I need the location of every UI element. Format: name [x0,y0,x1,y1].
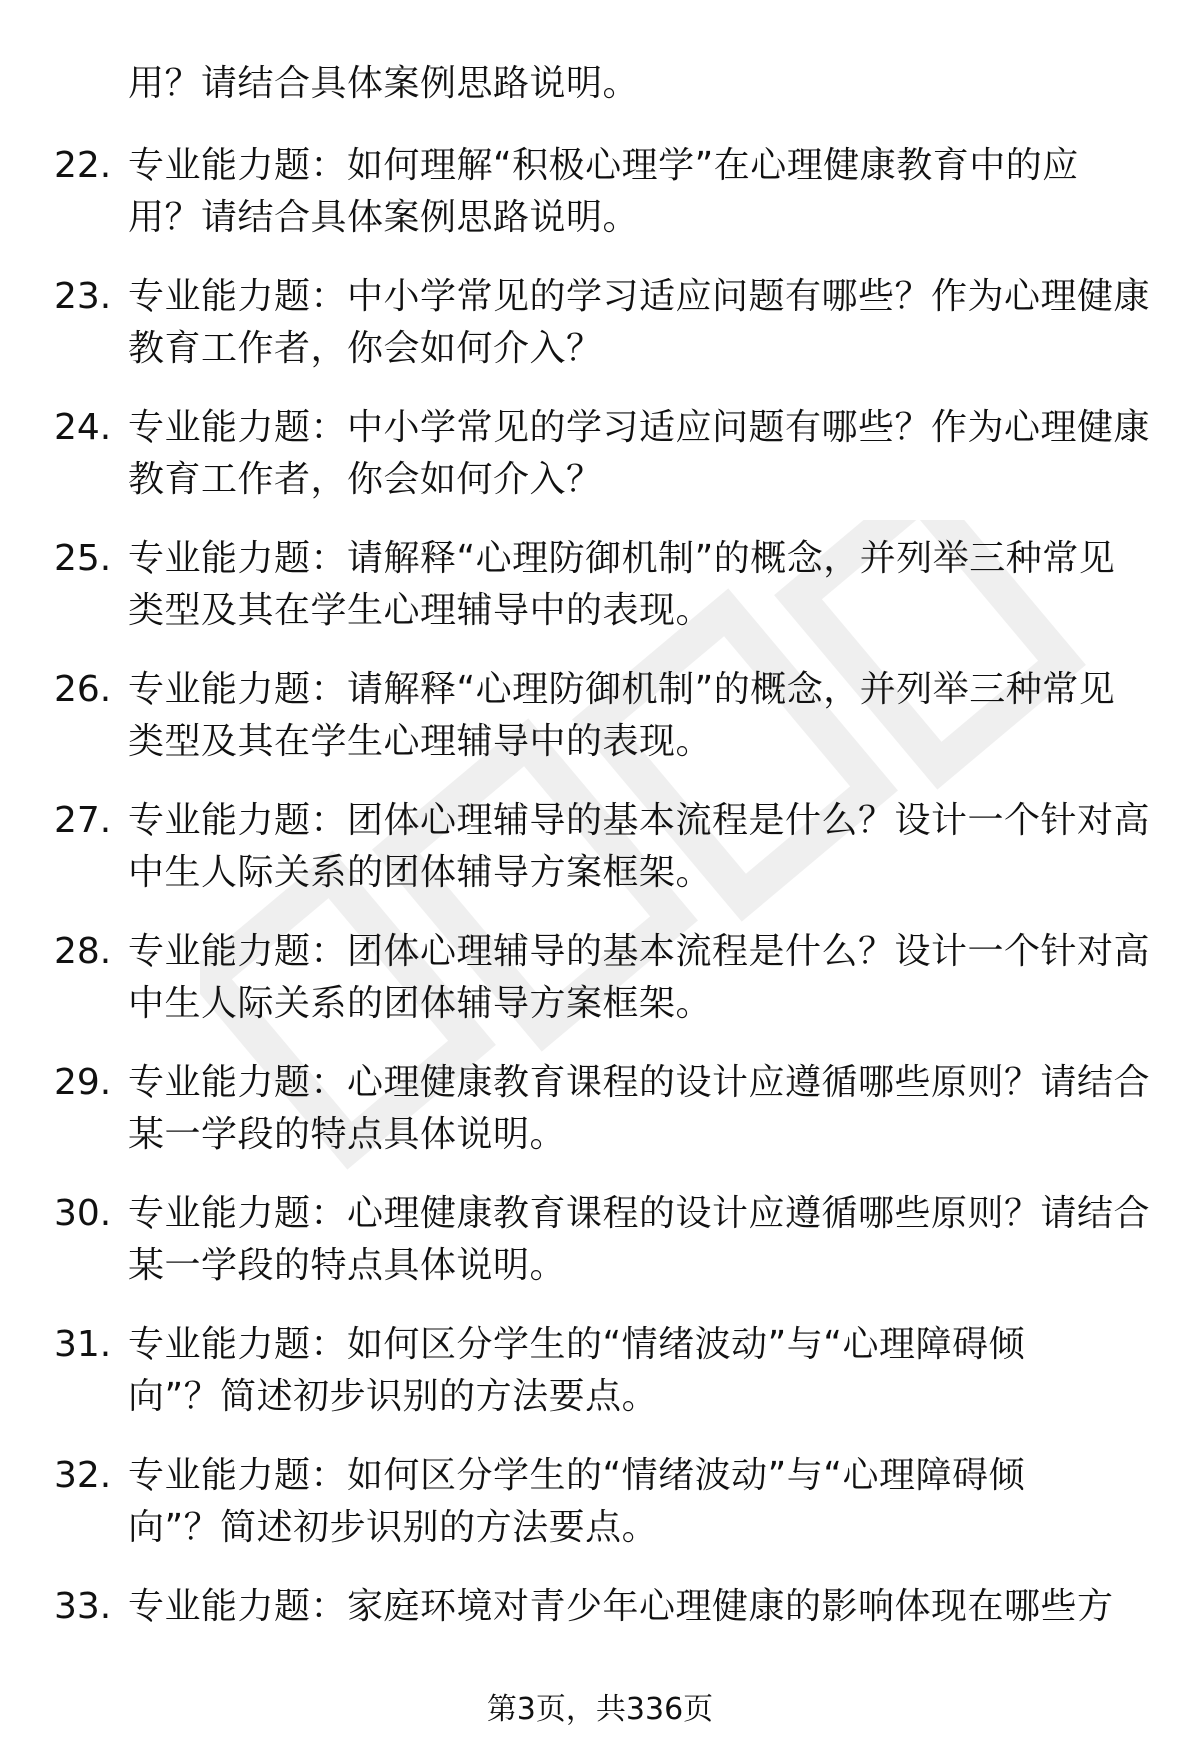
question-text-line: 某一学段的特点具体说明。 [128,1114,567,1155]
question-text-line: 专业能力题：心理健康教育课程的设计应遵循哪些原则？请结合 [128,1062,1151,1103]
question-text [128,1188,1151,1292]
question-text-line: 专业能力题：请解释“心理防御机制”的概念，并列举三种常见 [128,669,1116,710]
question-text-line: 某一学段的特点具体说明。 [128,1245,567,1286]
question-text [128,795,1151,899]
question-text [128,140,1148,244]
question-item [0,795,1200,926]
question-item [0,271,1200,402]
question-text-line: 用？请结合具体案例思路说明。 [128,197,640,238]
question-item [0,926,1200,1057]
question-text [128,402,1151,506]
question-text-line: 专业能力题：如何区分学生的“情绪波动”与“心理障碍倾 [128,1455,1025,1496]
question-text-line: 教育工作者，你会如何介入？ [128,328,603,369]
question-item [0,1188,1200,1319]
question-text-line: 类型及其在学生心理辅导中的表现。 [128,721,713,762]
question-item [0,140,1200,271]
page-footer: 第3页，共336页 [486,1692,714,1727]
question-item [0,1057,1200,1188]
question-text-line: 专业能力题：团体心理辅导的基本流程是什么？设计一个针对高 [128,800,1151,841]
question-number: 23. [54,276,112,317]
question-number: 22. [54,145,112,186]
question-text-line: 专业能力题：如何区分学生的“情绪波动”与“心理障碍倾 [128,1324,1025,1365]
question-list [0,140,1200,1712]
question-item [0,664,1200,795]
question-number: 33. [54,1586,112,1627]
question-number: 28. [54,931,112,972]
question-text [128,533,1148,637]
question-text [128,271,1151,375]
question-item [0,533,1200,664]
question-text-line: 中生人际关系的团体辅导方案框架。 [128,852,713,893]
question-number: 24. [54,407,112,448]
question-item [0,1450,1200,1581]
question-text-line: 专业能力题：如何理解“积极心理学”在心理健康教育中的应 [128,145,1079,186]
question-text-line: 专业能力题：中小学常见的学习适应问题有哪些？作为心理健康 [128,276,1151,317]
question-text-line: 向”？简述初步识别的方法要点。 [128,1376,659,1417]
question-number: 31. [54,1324,112,1365]
question-text-line: 教育工作者，你会如何介入？ [128,459,603,500]
question-text-line: 类型及其在学生心理辅导中的表现。 [128,590,713,631]
question-number: 27. [54,800,112,841]
question-number: 32. [54,1455,112,1496]
question-text [128,1450,1148,1554]
continued-question-text: 用？请结合具体案例思路说明。 [128,63,640,104]
question-text-line: 专业能力题：家庭环境对青少年心理健康的影响体现在哪些方 [128,1586,1114,1627]
question-text [128,1319,1148,1423]
question-text-line: 专业能力题：心理健康教育课程的设计应遵循哪些原则？请结合 [128,1193,1151,1234]
question-text [128,664,1148,768]
question-text-line: 专业能力题：请解释“心理防御机制”的概念，并列举三种常见 [128,538,1116,579]
question-item [0,1319,1200,1450]
question-text [128,926,1151,1030]
question-text [128,1581,1148,1633]
question-text-line: 中生人际关系的团体辅导方案框架。 [128,983,713,1024]
question-number: 25. [54,538,112,579]
question-text-line: 向”？简述初步识别的方法要点。 [128,1507,659,1548]
question-text [128,1057,1151,1161]
question-text-line: 专业能力题：中小学常见的学习适应问题有哪些？作为心理健康 [128,407,1151,448]
question-number: 29. [54,1062,112,1103]
question-text-line: 专业能力题：团体心理辅导的基本流程是什么？设计一个针对高 [128,931,1151,972]
question-item [0,402,1200,533]
question-number: 26. [54,669,112,710]
question-number: 30. [54,1193,112,1234]
